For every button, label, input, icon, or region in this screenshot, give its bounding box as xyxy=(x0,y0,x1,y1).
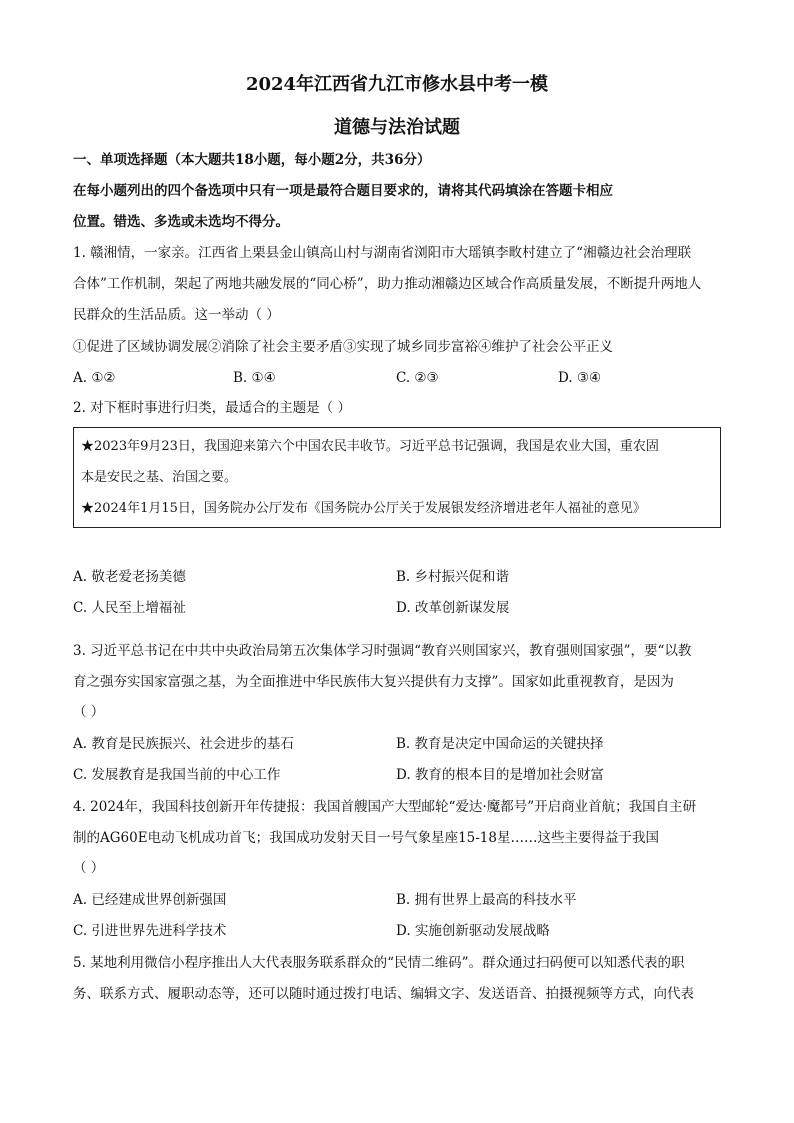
news-box xyxy=(73,427,721,528)
question-3-text: （ ） xyxy=(73,704,105,720)
news-item: ★2024年1月15日，国务院办公厅发布《国务院办公厅关于发展银发经济增进老年人福祉的意见》 xyxy=(81,501,646,516)
question-3-option-d: D. 教育的根本目的是增加社会财富 xyxy=(396,767,604,783)
question-2-option-c: C. 人民至上增福祉 xyxy=(73,600,186,616)
question-1-option-b: B. ①④ xyxy=(233,370,276,386)
question-1-text: 合体”工作机制，架起了两地共融发展的“同心桥”，助力推动湘赣边区域合作高质量发展，不断提升两地人 xyxy=(73,276,702,292)
question-3-text: 3. 习近平总书记在中共中央政治局第五次集体学习时强调“教育兴则国家兴，教育强则国家强”，要“以教 xyxy=(73,643,692,659)
question-4-text: 制的AG60E电动飞机成功首飞；我国成功发射天目一号气象星座15-18星……这些主要得益于我国 xyxy=(73,830,659,846)
section-instruction: 在每小题列出的四个备选项中只有一项是最符合题目要求的，请将其代码填涂在答题卡相应 xyxy=(73,183,613,199)
question-2-option-b: B. 乡村振兴促和谐 xyxy=(396,569,510,585)
question-4-text: （ ） xyxy=(73,860,105,876)
exam-subject: 道德与法治试题 xyxy=(334,117,460,138)
news-item: 本是安民之基、治国之要。 xyxy=(81,470,238,485)
question-2-option-d: D. 改革创新谋发展 xyxy=(396,600,510,616)
question-1-option-d: D. ③④ xyxy=(558,370,602,386)
question-2-text: 2. 对下框时事进行归类，最适合的主题是（ ） xyxy=(73,400,351,416)
section-heading: 一、单项选择题（本大题共18小题，每小题2分，共36分） xyxy=(73,152,431,168)
question-2-option-a: A. 敬老爱老扬美德 xyxy=(73,569,186,585)
question-3-option-c: C. 发展教育是我国当前的中心工作 xyxy=(73,767,281,783)
question-4-option-d: D. 实施创新驱动发展战略 xyxy=(396,923,550,939)
question-4-option-a: A. 已经建成世界创新强国 xyxy=(73,892,227,908)
question-3-text: 育之强夯实国家富强之基，为全面推进中华民族伟大复兴提供有力支撑”。国家如此重视教育，是因为 xyxy=(73,674,674,690)
question-5-text: 务、联系方式、履职动态等，还可以随时通过拨打电话、编辑文字、发送语音、拍摄视频等方式，向代表 xyxy=(73,986,694,1002)
news-item: ★2023年9月23日，我国迎来第六个中国农民丰收节。习近平总书记强调，我国是农业大国，重农固 xyxy=(81,439,659,454)
question-1-option-c: C. ②③ xyxy=(396,370,439,386)
question-5-text: 5. 某地利用微信小程序推出人大代表服务联系群众的“民情二维码”。群众通过扫码便可以知悉代表的职 xyxy=(73,955,685,971)
question-1-option-a: A. ①② xyxy=(73,370,116,386)
exam-title: 2024年江西省九江市修水县中考一模 xyxy=(245,74,549,95)
question-1-text: 民群众的生活品质。这一举动（ ） xyxy=(73,307,280,323)
section-instruction: 位置。错选、多选或未选均不得分。 xyxy=(73,214,289,230)
question-4-option-b: B. 拥有世界上最高的科技水平 xyxy=(396,892,577,908)
question-3-option-a: A. 教育是民族振兴、社会进步的基石 xyxy=(73,736,294,752)
question-1-text: 1. 赣湘情，一家亲。江西省上栗县金山镇高山村与湖南省浏阳市大瑶镇李畋村建立了“湘赣边社会治理联 xyxy=(73,245,692,261)
question-3-option-b: B. 教育是决定中国命运的关键抉择 xyxy=(396,736,604,752)
question-1-statements: ①促进了区域协调发展②消除了社会主要矛盾③实现了城乡同步富裕④维护了社会公平正义 xyxy=(73,339,613,355)
question-4-option-c: C. 引进世界先进科学技术 xyxy=(73,923,227,939)
question-4-text: 4. 2024年，我国科技创新开年传捷报：我国首艘国产大型邮轮“爱达·魔都号”开启商业首航；我国自主研 xyxy=(73,799,697,815)
